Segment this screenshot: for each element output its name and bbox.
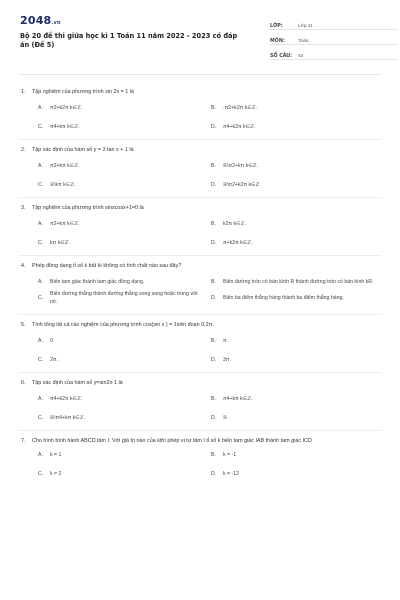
answer-option-c[interactable] (38, 470, 211, 478)
option-text: 0 (50, 338, 53, 344)
answer-option-b[interactable] (211, 162, 384, 170)
option-text: π4+k2π k∈ℤ. (223, 124, 256, 130)
option-text: ℝ\π4+kπ k∈ℤ. (50, 415, 86, 421)
option-label: B. (211, 221, 216, 227)
question-item (18, 315, 382, 373)
question-text (18, 379, 382, 387)
answer-option-c[interactable] (38, 290, 211, 306)
option-label: A. (38, 221, 43, 227)
option-text: π4+kπ k∈ℤ. (223, 396, 253, 402)
answer-option-b[interactable] (211, 220, 384, 228)
option-text: π2+k2π k∈ℤ. (50, 105, 83, 111)
question-stem: Tập nghiệm của phương trình sinxcosx+1=0 là (32, 205, 144, 211)
option-text: π4+kπ k∈ℤ. (50, 124, 80, 130)
logo-suffix: .vn (51, 20, 61, 26)
question-text (18, 437, 382, 445)
option-label: B. (211, 105, 216, 111)
answer-option-a[interactable] (38, 162, 211, 170)
answer-option-c[interactable] (38, 239, 211, 247)
answer-option-a[interactable] (38, 451, 211, 459)
answer-option-d[interactable] (211, 123, 384, 131)
option-label: D. (211, 182, 217, 188)
question-text (18, 204, 382, 212)
answer-option-d[interactable] (211, 290, 384, 306)
option-label: B. (211, 279, 216, 285)
option-text: ℝ\π2+k2π k∈ℤ. (223, 182, 261, 188)
answer-option-a[interactable] (38, 220, 211, 228)
answer-options (18, 395, 382, 422)
option-label: A. (38, 279, 43, 285)
page-header (18, 14, 382, 76)
answer-options (18, 220, 382, 247)
option-text: k = -1 (223, 452, 237, 458)
question-stem: Tính tổng tất cả các nghiệm của phương trình cos(sin x ) = 1trên đoạn 0;2π. (32, 322, 214, 328)
option-text: kπ k∈ℤ. (50, 240, 71, 246)
question-stem: Tập xác định của hàm số y = 2 tan x + 1 là (32, 147, 134, 153)
question-stem: Tập xác định của hàm số y=sin2x-1 là (32, 380, 123, 386)
question-number: 1. (21, 89, 26, 95)
question-item (18, 140, 382, 198)
option-text: k = -12 (223, 471, 240, 477)
option-label: C. (38, 182, 44, 188)
question-number: 3. (21, 205, 26, 211)
answer-options (18, 162, 382, 189)
answer-option-b[interactable] (211, 451, 384, 459)
question-stem: Phép đồng dạng tỉ số k bất kì không có tính chất nào sau đây? (32, 263, 182, 269)
option-text: Biến tam giác thành tam giác đồng dạng. (50, 279, 145, 285)
answer-option-d[interactable] (211, 470, 384, 478)
answer-options (18, 104, 382, 131)
option-label: D. (211, 415, 217, 421)
meta-subject (270, 30, 398, 45)
option-label: B. (211, 396, 216, 402)
answer-option-b[interactable] (211, 104, 384, 112)
answer-options (18, 451, 382, 478)
answer-options (18, 278, 382, 306)
answer-options (18, 337, 382, 364)
header-divider (18, 74, 382, 75)
option-text: π2+kπ k∈ℤ. (50, 221, 80, 227)
question-number: 4. (21, 263, 26, 269)
question-item (18, 256, 382, 315)
option-label: D. (211, 124, 217, 130)
option-text: π+k2π k∈ℤ. (223, 240, 253, 246)
option-label: D. (211, 471, 217, 477)
option-text: π2+kπ k∈ℤ. (50, 163, 80, 169)
meta-value: 42 (298, 54, 304, 59)
option-text: ℝ\π2+kπ k∈ℤ. (223, 163, 259, 169)
option-text: π. (223, 338, 229, 344)
question-stem: Tập nghiệm của phương trình sin 2x = 1 là (32, 89, 134, 95)
option-label: A. (38, 338, 43, 344)
page-title: Bộ 20 đề thi giữa học kì 1 Toán 11 năm 2022 - 2023 có đáp án (Đề 5) (20, 32, 238, 49)
option-label: A. (38, 452, 43, 458)
option-label: C. (38, 240, 44, 246)
option-text: Biến ba điểm thẳng hàng thành ba điểm thẳng hàng. (223, 295, 344, 301)
option-text: -π2+k2π k∈ℤ. (223, 105, 258, 111)
question-text (18, 262, 382, 270)
option-text: ℝ (223, 415, 228, 421)
answer-option-b[interactable] (211, 337, 384, 345)
question-item (18, 373, 382, 431)
question-text (18, 321, 382, 329)
option-text: Biến đường thẳng thành đường thẳng song song hoặc trùng với nó. (50, 291, 198, 305)
option-label: C. (38, 471, 44, 477)
option-label: D. (211, 240, 217, 246)
option-label: A. (38, 396, 43, 402)
option-label: A. (38, 163, 43, 169)
question-number: 5. (21, 322, 26, 328)
answer-option-c[interactable] (38, 123, 211, 131)
answer-option-d[interactable] (211, 356, 384, 364)
answer-option-d[interactable] (211, 181, 384, 189)
option-text: π4+k2π k∈ℤ. (50, 396, 83, 402)
option-label: C. (38, 124, 44, 130)
question-number: 6. (21, 380, 26, 386)
question-item (18, 431, 382, 482)
answer-option-a[interactable] (38, 278, 211, 286)
option-text: k = 2 (50, 471, 62, 477)
option-text: 2π. (50, 357, 58, 363)
question-item (18, 198, 382, 256)
question-list (18, 84, 382, 482)
answer-option-d[interactable] (211, 414, 384, 422)
meta-grade (270, 15, 398, 30)
answer-option-a[interactable] (38, 104, 211, 112)
answer-option-a[interactable] (38, 337, 211, 345)
option-label: B. (211, 338, 216, 344)
meta-label: SỐ CÂU: (270, 54, 293, 59)
question-text (18, 88, 382, 96)
meta-value: Toán (298, 39, 309, 44)
answer-option-c[interactable] (38, 414, 211, 422)
option-label: D. (211, 357, 217, 363)
question-text (18, 146, 382, 154)
option-text: 3π. (223, 357, 231, 363)
option-label: A. (38, 105, 43, 111)
meta-question-count (270, 45, 398, 60)
option-text: k2π k∈ℤ. (223, 221, 246, 227)
answer-option-b[interactable] (211, 278, 384, 286)
option-label: C. (38, 357, 44, 363)
option-text: k = 1 (50, 452, 62, 458)
exam-meta (270, 15, 398, 60)
option-label: B. (211, 452, 216, 458)
option-label: D. (211, 295, 217, 301)
question-number: 2. (21, 147, 26, 153)
logo-text: 2048 (20, 14, 52, 27)
option-label: B. (211, 163, 216, 169)
meta-label: MÔN: (270, 39, 285, 44)
answer-option-b[interactable] (211, 395, 384, 403)
question-stem: Cho hình bình hành ABCD tâm I. Với giá trị nào của kthì phép vị tự tâm I tỉ số k biến tam giác IAB thành tam giác ICD (32, 438, 312, 444)
option-label: C. (38, 415, 44, 421)
question-number: 7. (21, 438, 26, 444)
meta-value: Lớp 11 (298, 24, 313, 29)
site-logo[interactable] (20, 14, 61, 27)
question-item (18, 84, 382, 140)
option-label: C. (38, 295, 44, 301)
answer-option-c[interactable] (38, 181, 211, 189)
answer-option-c[interactable] (38, 356, 211, 364)
answer-option-d[interactable] (211, 239, 384, 247)
meta-label: LỚP: (270, 24, 283, 29)
option-text: ℝ\kπ k∈ℤ. (50, 182, 76, 188)
answer-option-a[interactable] (38, 395, 211, 403)
option-text: Biến đường tròn có bán kính R thành đường tròn có bán kính kR. (223, 279, 374, 285)
